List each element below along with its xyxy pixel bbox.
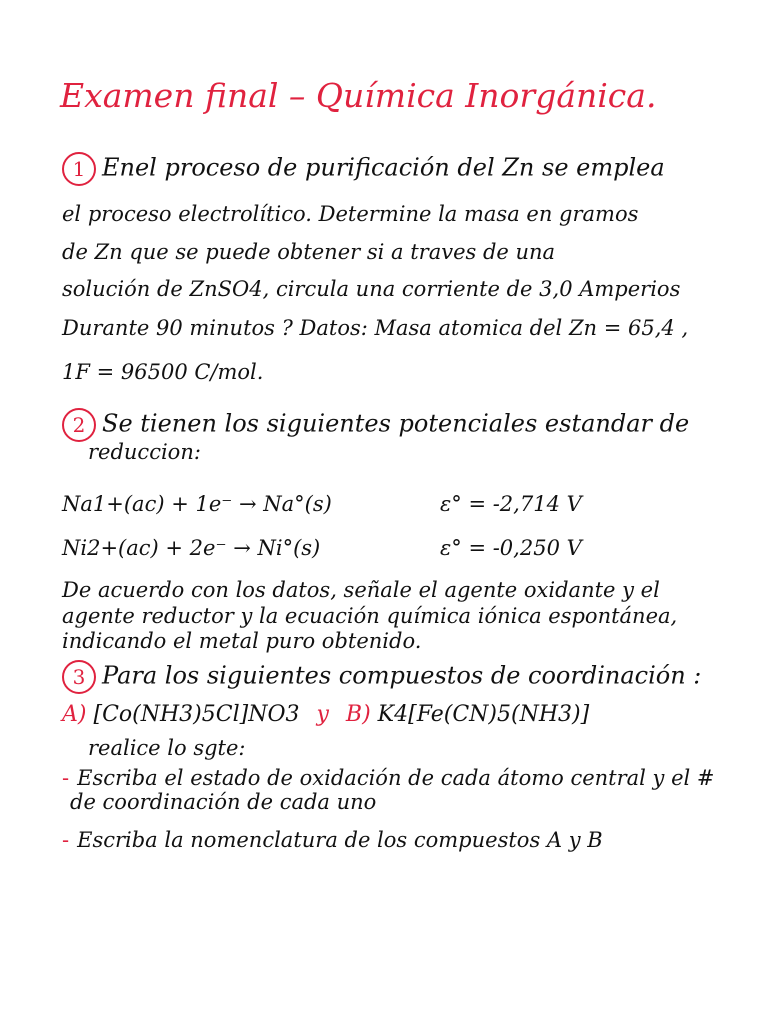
exam-title: Examen final – Química Inorgánica. xyxy=(60,76,657,115)
equation-na: Na1+(ac) + 1e⁻ → Na°(s) xyxy=(62,492,332,516)
q1-line-5: Durante 90 minutos ? Datos: Masa atomica del Zn = 65,4 , xyxy=(62,316,689,340)
conjunction-y: y xyxy=(316,702,329,727)
label-b: B) xyxy=(345,702,371,727)
potential-ni: ε° = -0,250 V xyxy=(440,536,582,560)
q3-realice: realice lo sgte: xyxy=(88,736,246,760)
q3-item-1-line-2: de coordinación de cada uno xyxy=(70,790,377,814)
q2-text-2: agente reductor y la ecuación química iónica espontánea, xyxy=(62,604,678,628)
q1-line-6: 1F = 96500 C/mol. xyxy=(62,360,264,384)
q2-text-1: De acuerdo con los datos, señale el agente oxidante y el xyxy=(62,578,660,602)
q1-number: 1 xyxy=(62,152,96,186)
q2-number: 2 xyxy=(62,408,96,442)
q2-intro-1: Se tienen los siguientes potenciales estandar de xyxy=(102,409,690,438)
compound-b: K4[Fe(CN)5(NH3)] xyxy=(377,702,590,727)
q3-item-1-text: Escriba el estado de oxidación de cada átomo central y el # xyxy=(77,766,715,790)
label-a: A) xyxy=(62,702,87,727)
q3-intro: Para los siguientes compuestos de coordinación : xyxy=(102,661,702,690)
q3-item-1 xyxy=(62,766,715,790)
dash-icon: - xyxy=(62,828,70,852)
q3-line-1 xyxy=(62,660,701,694)
dash-icon: - xyxy=(62,766,70,790)
equation-ni: Ni2+(ac) + 2e⁻ → Ni°(s) xyxy=(62,536,321,560)
q3-item-2-text: Escriba la nomenclatura de los compuestos A y B xyxy=(77,828,603,852)
q3-compounds xyxy=(62,702,589,727)
q2-text-3: indicando el metal puro obtenido. xyxy=(62,629,422,653)
potential-na: ε° = -2,714 V xyxy=(440,492,582,516)
compound-a: [Co(NH3)5Cl]NO3 xyxy=(93,702,300,727)
q2-line-1 xyxy=(62,408,689,442)
q1-line-1 xyxy=(62,152,665,186)
q3-item-2 xyxy=(62,828,603,852)
q1-text-1: Enel proceso de purificación del Zn se emplea xyxy=(102,153,665,182)
q1-line-4: solución de ZnSO4, circula una corriente de 3,0 Amperios xyxy=(62,277,681,301)
q3-number: 3 xyxy=(62,660,96,694)
q1-line-3: de Zn que se puede obtener si a traves de una xyxy=(62,240,556,264)
q2-intro-2: reduccion: xyxy=(88,440,201,464)
q1-line-2: el proceso electrolítico. Determine la masa en gramos xyxy=(62,202,639,226)
